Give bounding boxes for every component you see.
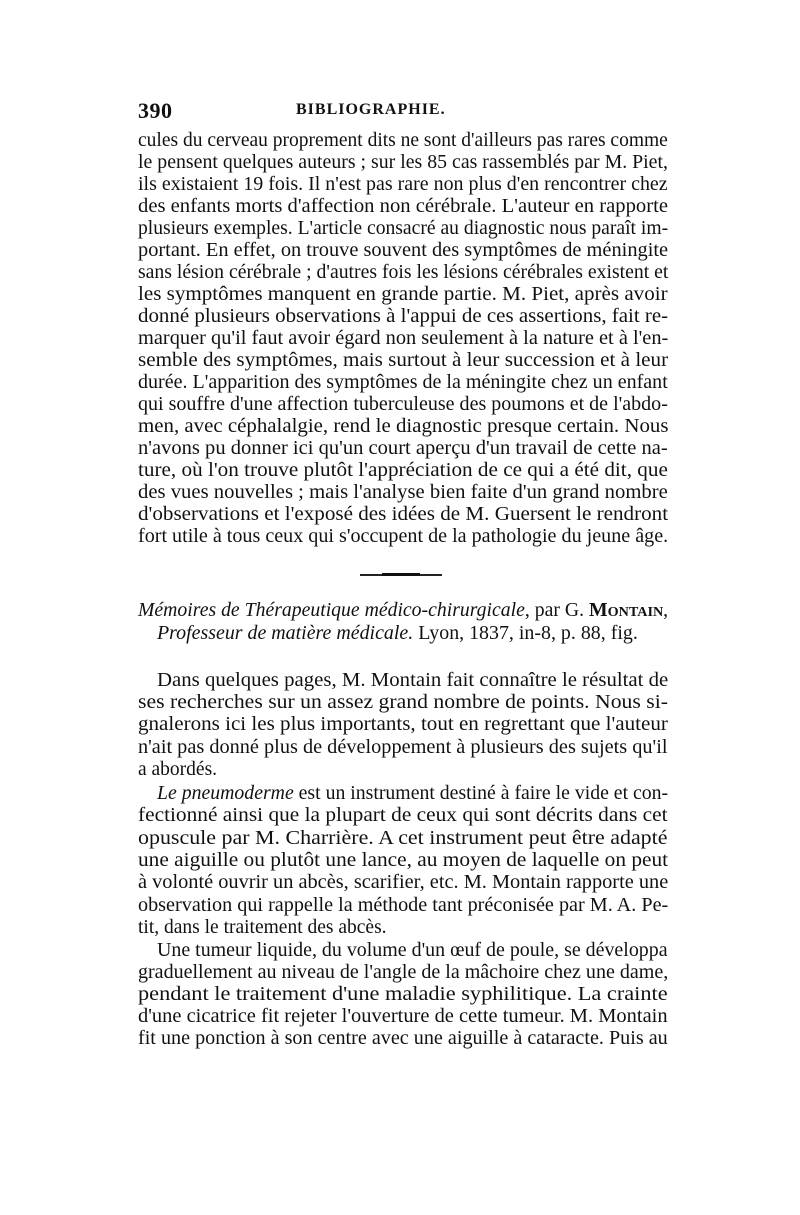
text-line: le pensent quelques auteurs ; sur les 85 cas rassemblés par M. Piet, xyxy=(138,152,668,173)
text-line: des vues nouvelles ; mais l'analyse bien faite d'un grand nombre xyxy=(138,482,668,503)
text-line: portant. En effet, on trouve souvent des symptômes de méningite xyxy=(138,240,669,261)
author-role: Professeur de matière médicale. xyxy=(157,623,414,644)
text-line: semble des symptômes, mais surtout à leur succession et à leur xyxy=(138,350,669,371)
text-line: une aiguille ou plutôt une lance, au moyen de laquelle on peut xyxy=(138,850,669,871)
text-line: n'avons pu donner ici qu'un court aperçu d'un travail de cette na- xyxy=(138,438,668,459)
text-line: marquer qu'il faut avoir égard non seulement à la nature et à l'en- xyxy=(138,328,669,349)
text-line: à volonté ouvrir un abcès, scarifier, etc. M. Montain rapporte une xyxy=(138,872,669,893)
text-line: tit, dans le traitement des abcès. xyxy=(138,917,387,938)
text-line: n'ait pas donné plus de développement à plusieurs des sujets qu'il xyxy=(138,737,668,758)
text-line: durée. L'apparition des symptômes de la méningite chez un enfant xyxy=(138,372,668,393)
pneumoderme-first-rest: est un instrument destiné à faire le vide et con- xyxy=(293,783,669,804)
page-number: 390 xyxy=(138,98,173,123)
citation-line-1 xyxy=(138,600,668,622)
section-divider xyxy=(360,574,442,576)
pneumoderme-term: Le pneumoderme xyxy=(157,783,294,804)
text-line: fit une ponction à son centre avec une aiguille à cataracte. Puis au xyxy=(138,1028,668,1049)
author-name: Montain xyxy=(588,600,664,621)
text-line: gnalerons ici les plus importants, tout en regrettant que l'auteur xyxy=(138,714,668,735)
text-line: ture, où l'on trouve plutôt l'appréciation de ce qui a été dit, que xyxy=(138,460,668,481)
running-title: BIBLIOGRAPHIE. xyxy=(296,101,446,118)
text-line: d'observations et l'exposé des idées de M. Guersent le rendront xyxy=(138,504,669,525)
citation-line-2 xyxy=(157,623,638,645)
text-line: opuscule par M. Charrière. A cet instrument peut être adapté xyxy=(138,828,668,849)
text-line xyxy=(157,783,668,805)
text-line: Une tumeur liquide, du volume d'un œuf de poule, se développa xyxy=(157,940,668,961)
text-line: men, avec céphalalgie, rend le diagnostic presque certain. Nous xyxy=(138,416,669,437)
book-title: Mémoires de Thérapeutique médico-chirurgicale xyxy=(138,600,525,621)
text-line: fectionné ainsi que la plupart de ceux qui sont décrits dans cet xyxy=(138,805,668,826)
citation-par: , par G. xyxy=(524,600,589,621)
text-line: pendant le traitement d'une maladie syphilitique. La crainte xyxy=(138,984,668,1005)
text-line: Dans quelques pages, M. Montain fait connaître le résultat de xyxy=(157,670,669,691)
text-line: sans lésion cérébrale ; d'autres fois les lésions cérébrales existent et xyxy=(138,262,669,283)
publication-info: Lyon, 1837, in-8, p. 88, fig. xyxy=(413,623,638,644)
text-line: des enfants morts d'affection non cérébrale. L'auteur en rapporte xyxy=(138,196,668,217)
text-line: cules du cerveau proprement dits ne sont d'ailleurs pas rares comme xyxy=(138,130,668,151)
text-line: a abordés. xyxy=(138,759,218,780)
citation-comma: , xyxy=(663,600,669,621)
text-line: d'une cicatrice fit rejeter l'ouverture de cette tumeur. M. Montain xyxy=(138,1006,668,1027)
text-line: observation qui rappelle la méthode tant préconisée par M. A. Pe- xyxy=(138,895,669,916)
text-line: graduellement au niveau de l'angle de la mâchoire chez une dame, xyxy=(138,962,669,983)
text-line: fort utile à tous ceux qui s'occupent de la pathologie du jeune âge. xyxy=(138,526,669,547)
text-line: plusieurs exemples. L'article consacré au diagnostic nous paraît im- xyxy=(138,218,669,239)
text-line: ils existaient 19 fois. Il n'est pas rare non plus d'en rencontrer chez xyxy=(138,174,668,195)
text-line: qui souffre d'une affection tuberculeuse des poumons et de l'abdo- xyxy=(138,394,668,415)
text-line: ses recherches sur un assez grand nombre de points. Nous si- xyxy=(138,692,668,713)
page-header xyxy=(138,98,668,124)
text-line: les symptômes manquent en grande partie. M. Piet, après avoir xyxy=(138,284,668,305)
text-line: donné plusieurs observations à l'appui de ces assertions, fait re- xyxy=(138,306,669,327)
